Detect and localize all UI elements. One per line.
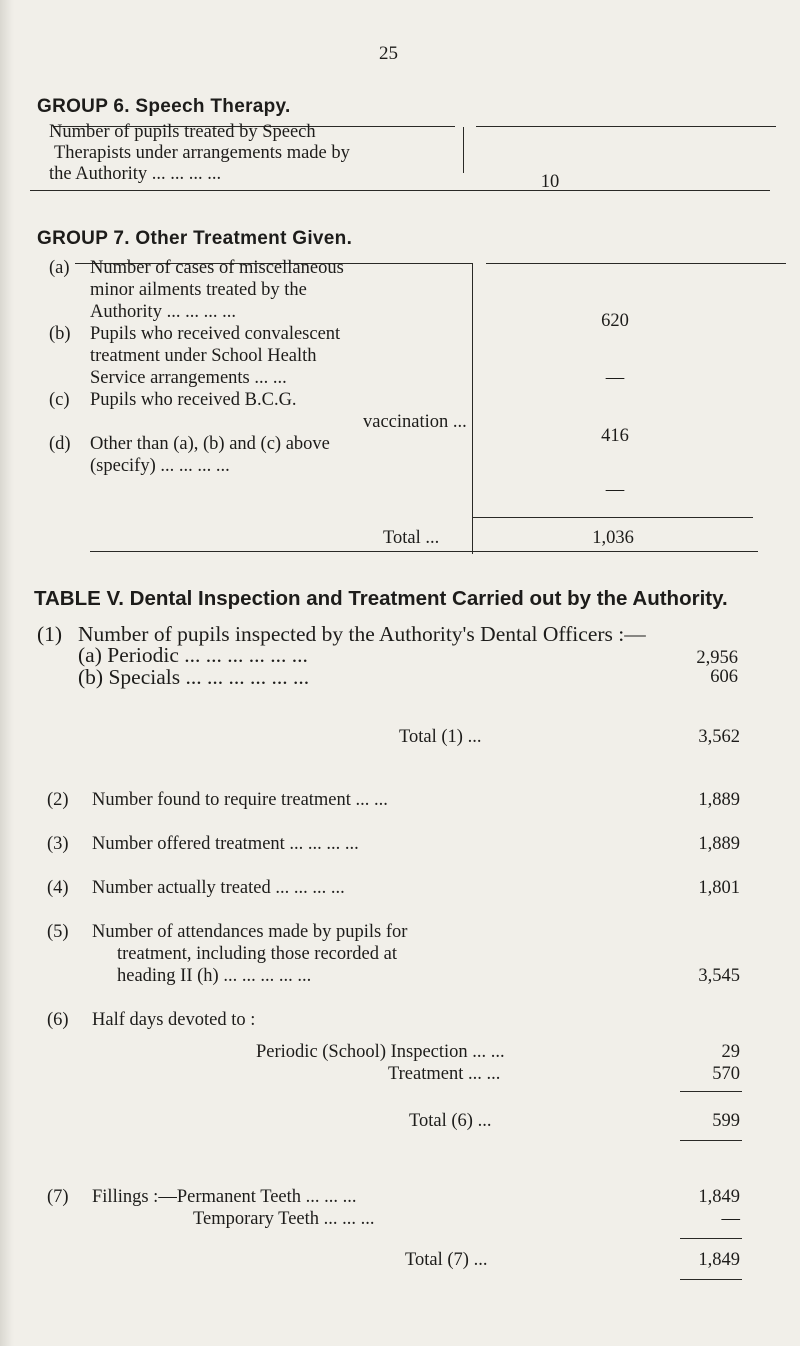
group6-value: 10: [540, 172, 560, 192]
item5-line-1: Number of attendances made by pupils for: [92, 922, 408, 942]
rule: [680, 1238, 742, 1239]
item1b-value: 606: [710, 667, 738, 687]
item2-value: 1,889: [698, 790, 740, 810]
item1b-label: (b) Specials ... ... ... ... ... ...: [78, 665, 310, 689]
item4-text: Number actually treated ... ... ... ...: [92, 878, 345, 898]
item6-treatment-value: 570: [712, 1064, 740, 1084]
item7-total-label: Total (7) ...: [405, 1250, 488, 1270]
item5-num: (5): [47, 922, 69, 942]
g7-total-label: Total ...: [383, 528, 440, 548]
item6-total-label: Total (6) ...: [409, 1111, 492, 1131]
g7-a-line-2: minor ailments treated by the: [90, 280, 307, 300]
item2-num: (2): [47, 790, 69, 810]
g7-a-line-3: Authority ... ... ... ...: [90, 302, 236, 322]
g7-label-a: (a): [49, 258, 70, 278]
g7-d-value: —: [605, 480, 625, 500]
g7-b-line-1: Pupils who received convalescent: [90, 324, 341, 344]
item5-value: 3,545: [698, 966, 740, 986]
group7-heading: GROUP 7. Other Treatment Given.: [37, 228, 353, 249]
column-divider: [472, 264, 473, 554]
item3-text: Number offered treatment ... ... ... ...: [92, 834, 359, 854]
g7-d-line-2: (specify) ... ... ... ...: [90, 456, 230, 476]
item3-num: (3): [47, 834, 69, 854]
rule: [476, 126, 776, 127]
rule: [680, 1140, 742, 1141]
rule: [30, 190, 770, 191]
table5-heading: TABLE V. Dental Inspection and Treatment Carried out by the Authority.: [34, 587, 728, 610]
item1-total-label: Total (1) ...: [399, 727, 482, 747]
binding-shadow: [0, 0, 14, 1346]
g7-a-value: 620: [601, 311, 629, 331]
item3-value: 1,889: [698, 834, 740, 854]
group6-line-3: the Authority ... ... ... ...: [49, 164, 222, 184]
item1a-label: (a) Periodic ... ... ... ... ... ...: [78, 643, 308, 667]
g7-total-value: 1,036: [592, 528, 634, 548]
g7-b-line-3: Service arrangements ... ...: [90, 368, 287, 388]
g7-d-line-1: Other than (a), (b) and (c) above: [90, 434, 330, 454]
item1-text: Number of pupils inspected by the Authority's Dental Officers :—: [78, 622, 646, 646]
group6-heading: GROUP 6. Speech Therapy.: [37, 96, 291, 117]
rule: [90, 551, 758, 552]
item5-line-2: treatment, including those recorded at: [117, 944, 397, 964]
item1-num: (1): [37, 622, 63, 646]
item6-periodic-label: Periodic (School) Inspection ... ...: [256, 1042, 505, 1062]
item7-permanent-label: Fillings :—Permanent Teeth ... ... ...: [92, 1187, 357, 1207]
item7-temporary-value: —: [721, 1209, 740, 1229]
item4-value: 1,801: [698, 878, 740, 898]
item7-permanent-value: 1,849: [698, 1187, 740, 1207]
g7-b-line-2: treatment under School Health: [90, 346, 317, 366]
item6-periodic-value: 29: [721, 1042, 740, 1062]
item7-temporary-label: Temporary Teeth ... ... ...: [193, 1209, 375, 1229]
g7-label-c: (c): [49, 390, 70, 410]
item6-total-value: 599: [712, 1111, 740, 1131]
g7-label-b: (b): [49, 324, 71, 344]
item1a-value: 2,956: [696, 648, 738, 668]
rule: [473, 517, 753, 518]
item1-total-value: 3,562: [698, 727, 740, 747]
item6-treatment-label: Treatment ... ...: [388, 1064, 501, 1084]
group6-line-2: Therapists under arrangements made by: [54, 143, 350, 163]
rule: [486, 263, 786, 264]
item7-total-value: 1,849: [698, 1250, 740, 1270]
g7-label-d: (d): [49, 434, 71, 454]
column-divider: [463, 127, 464, 173]
rule: [680, 1091, 742, 1092]
item5-line-3: heading II (h) ... ... ... ... ...: [117, 966, 312, 986]
g7-c-line-2: vaccination ...: [363, 412, 467, 432]
item7-num: (7): [47, 1187, 69, 1207]
item6-num: (6): [47, 1010, 69, 1030]
g7-b-value: —: [605, 368, 625, 388]
rule: [680, 1279, 742, 1280]
item2-text: Number found to require treatment ... ...: [92, 790, 388, 810]
group6-line-1: Number of pupils treated by Speech: [49, 122, 316, 142]
page-number: 25: [379, 43, 398, 64]
g7-c-value: 416: [601, 426, 629, 446]
g7-a-line-1: Number of cases of miscellaneous: [90, 258, 344, 278]
g7-c-line-1: Pupils who received B.C.G.: [90, 390, 297, 410]
item6-text: Half days devoted to :: [92, 1010, 256, 1030]
item4-num: (4): [47, 878, 69, 898]
